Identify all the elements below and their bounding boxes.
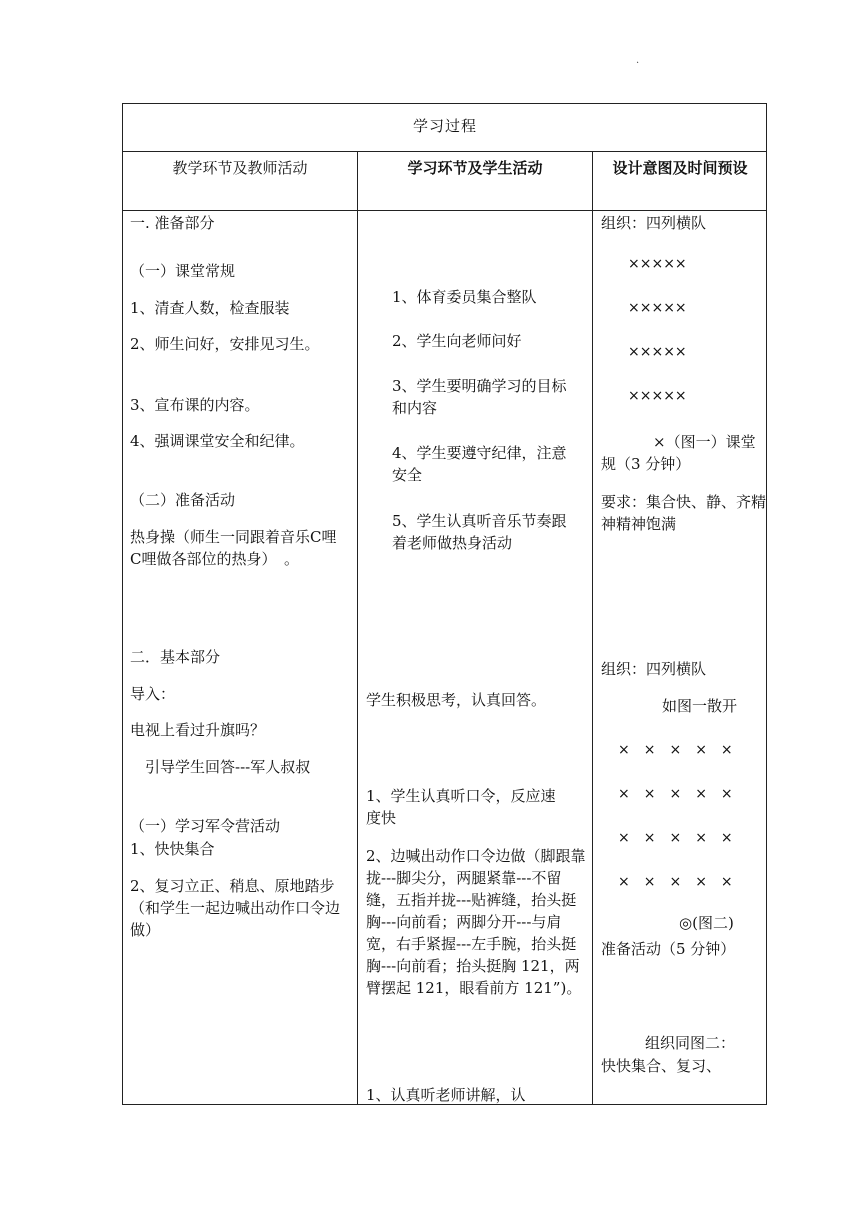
figure-2-caption: ◎(图二)	[679, 914, 734, 932]
student-basic-3: 1、认真听老师讲解，认	[366, 1086, 526, 1104]
student-item-1: 1、体育委员集合整队	[392, 288, 537, 306]
organization-same-note: 组织同图二：	[645, 1034, 736, 1052]
teacher-item-4: 4、强调课堂安全和纪律。	[130, 432, 305, 450]
organization-1: 组织：四列横队	[601, 214, 707, 232]
activity-item-2: 2、复习立正、稍息、原地踏步（和学生一起边喊出动作口令边做）	[130, 877, 341, 939]
formation-1-row-2: ×××××	[628, 300, 687, 316]
formation-2-row-2: × × × × ×	[618, 786, 733, 802]
student-item-5: 5、学生认真听音乐节奏跟着老师做热身活动	[392, 512, 567, 552]
title-divider	[122, 151, 767, 152]
teacher-item-2: 2、师生问好，安排见习生。	[130, 335, 320, 353]
table-title: 学习过程	[412, 117, 477, 135]
warmup-text: 热身操（师生一同跟着音乐C哩C哩做各部位的热身） 。	[130, 528, 337, 568]
formation-2-row-4: × × × × ×	[618, 874, 733, 890]
formation-1-row-3: ×××××	[628, 344, 687, 360]
header-design-intent: 设计意图及时间预设	[612, 159, 748, 177]
student-think-answer: 学生积极思考，认真回答。	[366, 691, 546, 709]
figure-1-caption: ×（图一）课堂规（3 分钟）	[601, 433, 756, 473]
student-basic-1: 1、学生认真听口令，反应速度快	[366, 787, 556, 827]
prep-section-title: 一. 准备部分	[130, 214, 215, 232]
intro-label: 导入：	[130, 685, 176, 703]
warmup-time: 准备活动（5 分钟）	[601, 940, 736, 958]
class-routine-title: （一）课堂常规	[130, 262, 236, 280]
activity-item-1: 1、快快集合	[130, 840, 215, 858]
basic-section-title: 二．基本部分	[130, 648, 221, 666]
organization-2: 组织：四列横队	[601, 660, 707, 678]
header-teacher-activity: 教学环节及教师活动	[172, 159, 308, 177]
formation-1-row-4: ×××××	[628, 388, 687, 404]
teacher-item-3: 3、宣布课的内容。	[130, 396, 260, 414]
spread-out-note: 如图一散开	[662, 697, 738, 715]
drill-items: 快快集合、复习、	[601, 1057, 722, 1075]
column-divider-1	[357, 151, 358, 1105]
warmup-title: （二）准备活动	[130, 491, 236, 509]
student-item-3: 3、学生要明确学习的目标和内容	[392, 377, 567, 417]
guide-text: 引导学生回答---军人叔叔	[130, 758, 311, 776]
header-divider	[122, 210, 767, 211]
header-student-activity: 学习环节及学生活动	[407, 159, 543, 177]
page-mark: ·	[636, 58, 640, 69]
student-item-4: 4、学生要遵守纪律，注意安全	[392, 444, 567, 484]
formation-2-row-3: × × × × ×	[618, 830, 733, 846]
student-basic-2: 2、边喊出动作口令边做（脚跟靠拢---脚尖分，两腿紧靠---不留缝，五指并拢---贴裤缝，抬头挺胸---向前看；两脚分开---与肩宽，右手紧握---左手腕，抬头挺胸---向前看；抬头挺胸 121，两臂摆起 121，眼看前方 121”)。	[366, 847, 586, 997]
activity-title: （一）学习军令营活动	[130, 817, 281, 835]
teacher-item-1: 1、清查人数，检查服装	[130, 299, 290, 317]
student-item-2: 2、学生向老师问好	[392, 332, 522, 350]
formation-1-row-1: ×××××	[628, 256, 687, 272]
intro-question: 电视上看过升旗吗？	[130, 721, 266, 739]
column-divider-2	[592, 151, 593, 1105]
formation-2-row-1: × × × × ×	[618, 742, 733, 758]
requirement-text: 要求：集合快、静、齐精神精神饱满	[601, 493, 767, 533]
